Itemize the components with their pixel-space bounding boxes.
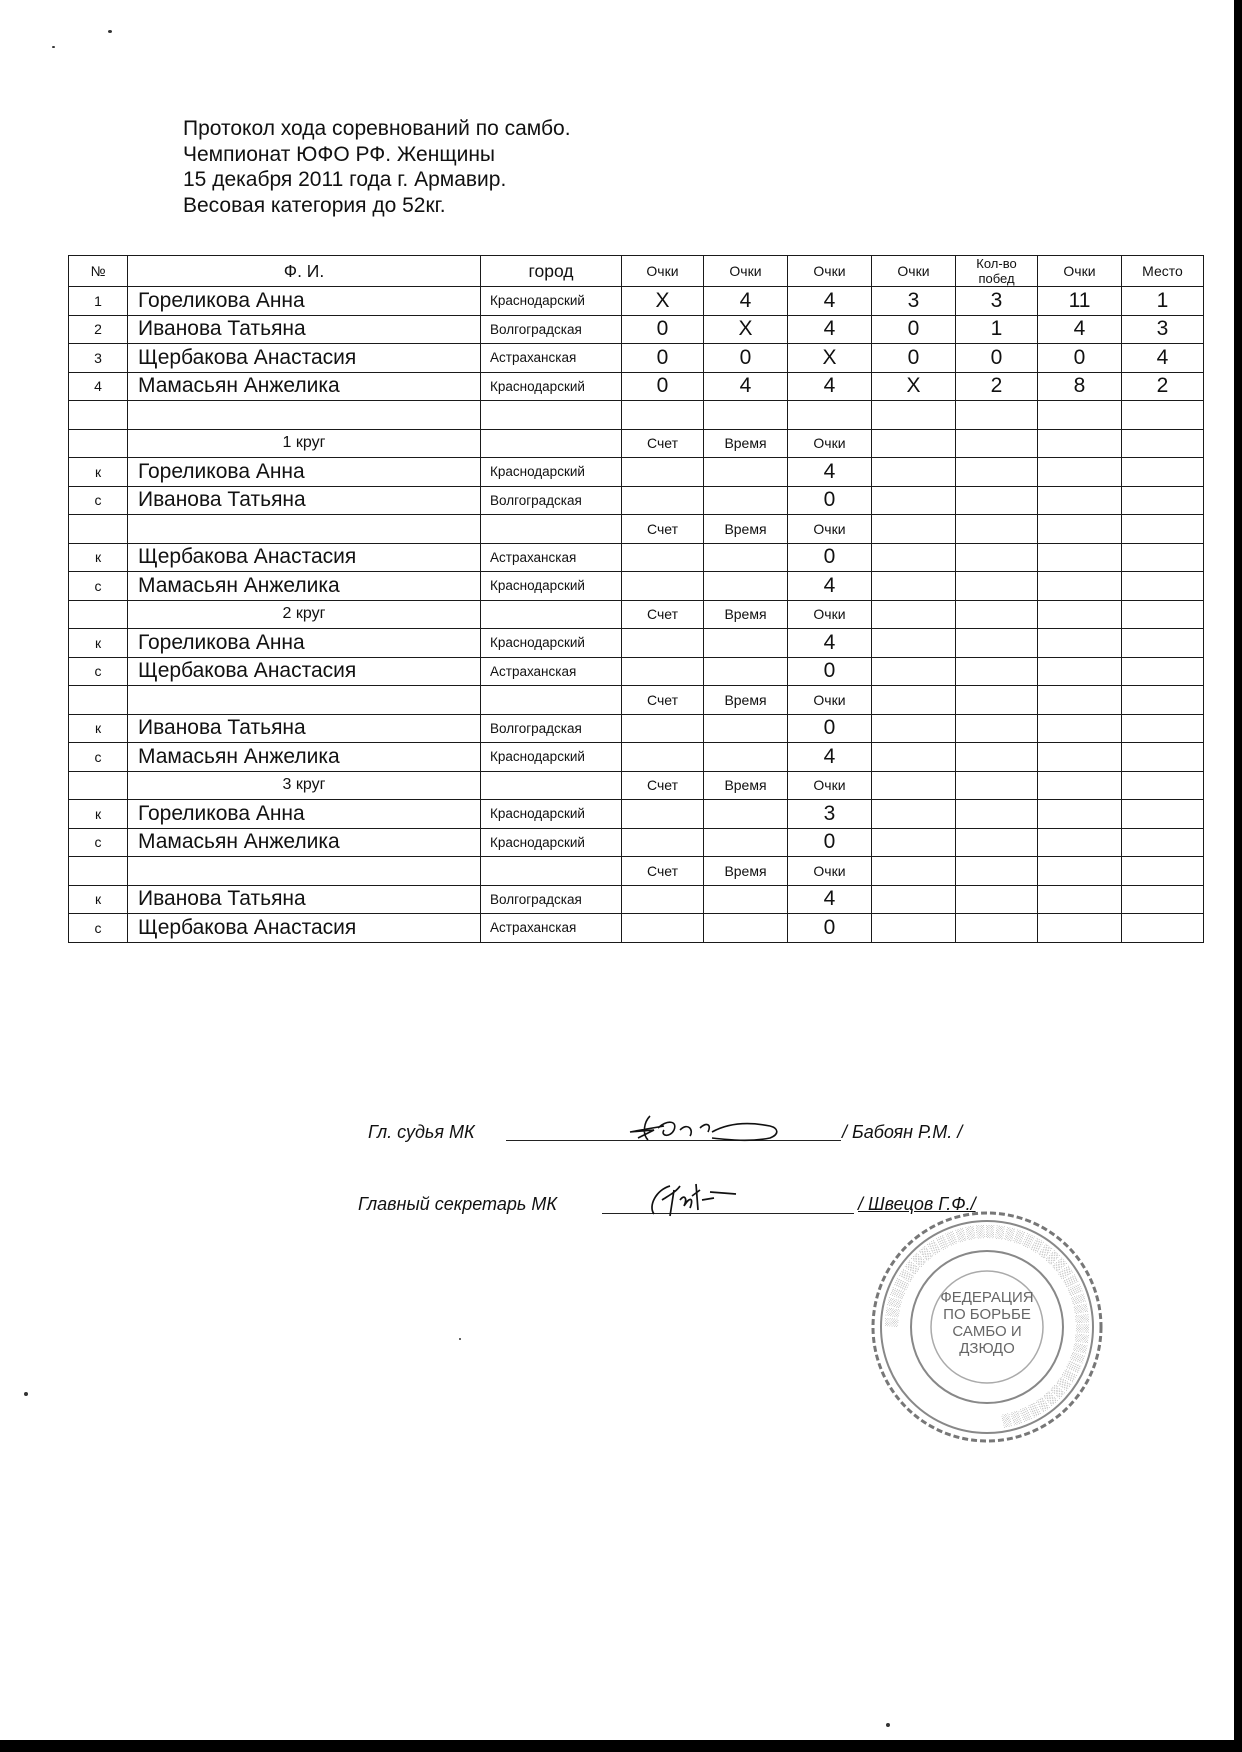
- header-weight-category: Весовая категория до 52кг.: [183, 193, 446, 217]
- judge-signature: [620, 1108, 790, 1150]
- athlete-name: Гореликова Анна: [128, 800, 481, 829]
- table-header-row: [69, 256, 1204, 287]
- empty-cell: [481, 686, 622, 715]
- round-label: 2 круг: [128, 600, 481, 629]
- empty-cell: [1122, 600, 1204, 629]
- points-cell: 0: [788, 657, 872, 686]
- empty-cell: [1122, 429, 1204, 458]
- points-cell: 4: [788, 629, 872, 658]
- column-header-wins-line1: Кол-во: [976, 256, 1017, 271]
- sub-header-points: Очки: [788, 771, 872, 800]
- empty-cell: [956, 771, 1038, 800]
- empty-cell: [128, 401, 481, 430]
- column-header-points: Очки: [788, 256, 872, 287]
- empty-cell: [69, 857, 128, 886]
- empty-cell: [1122, 857, 1204, 886]
- bout-row: [69, 914, 1204, 943]
- empty-cell: [872, 771, 956, 800]
- corner-side: к: [69, 458, 128, 487]
- empty-cell: [481, 857, 622, 886]
- athlete-name: Иванова Татьяна: [128, 714, 481, 743]
- score-cell: [622, 914, 704, 943]
- column-header-wins-label: [976, 256, 1016, 286]
- bout-row: [69, 572, 1204, 601]
- result-cell: 11: [1038, 287, 1122, 316]
- empty-cell: [1122, 686, 1204, 715]
- score-cell: [622, 885, 704, 914]
- athlete-name: Мамасьян Анжелика: [128, 743, 481, 772]
- result-cell: 0: [1038, 344, 1122, 373]
- empty-cell: [956, 429, 1038, 458]
- empty-cell: [956, 714, 1038, 743]
- corner-side: с: [69, 914, 128, 943]
- summary-row: [69, 344, 1204, 373]
- column-header-number: №: [69, 256, 128, 287]
- empty-cell: [1122, 828, 1204, 857]
- result-cell: 3: [872, 287, 956, 316]
- result-cell: X: [704, 315, 788, 344]
- time-cell: [704, 800, 788, 829]
- athlete-name: Щербакова Анастасия: [128, 914, 481, 943]
- result-cell: 4: [1038, 315, 1122, 344]
- empty-cell: [872, 714, 956, 743]
- bout-row: [69, 543, 1204, 572]
- result-cell: 0: [622, 372, 704, 401]
- score-cell: [622, 572, 704, 601]
- sub-header-score: Счет: [622, 515, 704, 544]
- empty-cell: [1038, 657, 1122, 686]
- empty-cell: [1122, 714, 1204, 743]
- stamp-text-line: ПО БОРЬБЕ: [943, 1306, 1031, 1323]
- corner-side: с: [69, 743, 128, 772]
- empty-cell: [872, 828, 956, 857]
- empty-cell: [1038, 828, 1122, 857]
- sub-header-score: Счет: [622, 600, 704, 629]
- result-cell: 4: [788, 287, 872, 316]
- empty-cell: [956, 686, 1038, 715]
- empty-cell: [1038, 857, 1122, 886]
- empty-cell: [956, 458, 1038, 487]
- athlete-name: Щербакова Анастасия: [128, 344, 481, 373]
- athlete-city: Астраханская: [481, 344, 622, 373]
- judge-label: Гл. судья МК: [368, 1122, 475, 1142]
- empty-cell: [481, 429, 622, 458]
- empty-cell: [1122, 543, 1204, 572]
- empty-row: [69, 401, 1204, 430]
- scan-speck: [886, 1723, 890, 1727]
- sub-header-time: Время: [704, 429, 788, 458]
- athlete-city: Краснодарский: [481, 743, 622, 772]
- score-cell: [622, 543, 704, 572]
- empty-cell: [1038, 629, 1122, 658]
- empty-cell: [956, 885, 1038, 914]
- athlete-city: Краснодарский: [481, 800, 622, 829]
- empty-cell: [69, 771, 128, 800]
- header-date-place: 15 декабря 2011 года г. Армавир.: [183, 168, 507, 191]
- result-cell: 2: [956, 372, 1038, 401]
- sub-header-score: Счет: [622, 857, 704, 886]
- column-header-place: Место: [1122, 256, 1204, 287]
- scan-speck: [459, 1338, 461, 1340]
- empty-cell: [1122, 572, 1204, 601]
- bout-row: [69, 828, 1204, 857]
- bout-header-row: [69, 600, 1204, 629]
- round-label: 3 круг: [128, 771, 481, 800]
- result-cell: 8: [1038, 372, 1122, 401]
- athlete-name: Иванова Татьяна: [128, 315, 481, 344]
- empty-cell: [956, 800, 1038, 829]
- empty-cell: [956, 572, 1038, 601]
- empty-cell: [1122, 914, 1204, 943]
- empty-cell: [872, 600, 956, 629]
- result-cell: 0: [704, 344, 788, 373]
- result-cell: 3: [1122, 315, 1204, 344]
- empty-cell: [956, 543, 1038, 572]
- corner-side: к: [69, 714, 128, 743]
- sub-header-points: Очки: [788, 857, 872, 886]
- empty-cell: [69, 401, 128, 430]
- time-cell: [704, 486, 788, 515]
- empty-cell: [1038, 486, 1122, 515]
- column-header-points: Очки: [1038, 256, 1122, 287]
- empty-cell: [872, 857, 956, 886]
- bout-header-row: [69, 429, 1204, 458]
- empty-cell: [956, 401, 1038, 430]
- empty-cell: [872, 458, 956, 487]
- column-header-wins: [956, 256, 1038, 287]
- athlete-city: Краснодарский: [481, 828, 622, 857]
- empty-cell: [1038, 743, 1122, 772]
- sub-header-time: Время: [704, 771, 788, 800]
- empty-cell: [481, 600, 622, 629]
- empty-cell: [872, 429, 956, 458]
- athlete-city: Краснодарский: [481, 629, 622, 658]
- bout-header-row: [69, 686, 1204, 715]
- empty-cell: [872, 543, 956, 572]
- result-cell: 4: [788, 315, 872, 344]
- empty-cell: [1122, 629, 1204, 658]
- empty-cell: [1122, 401, 1204, 430]
- bout-row: [69, 657, 1204, 686]
- empty-cell: [872, 743, 956, 772]
- result-cell: 4: [1122, 344, 1204, 373]
- points-cell: 0: [788, 486, 872, 515]
- athlete-number: 3: [69, 344, 128, 373]
- empty-cell: [1038, 771, 1122, 800]
- empty-cell: [956, 486, 1038, 515]
- score-cell: [622, 629, 704, 658]
- time-cell: [704, 572, 788, 601]
- result-cell: 4: [704, 372, 788, 401]
- secretary-signature: [640, 1176, 750, 1222]
- svg-text:░░░░░░░░░░░░░░░░░░░░░░░░░░░░░░: ░░░░░░░░░░░░░░░░░░░░░░░░░░░░░░░░░░░░░░░░░░░░: [883, 1223, 1091, 1429]
- header-championship: Чемпионат ЮФО РФ. Женщины: [183, 142, 496, 166]
- athlete-city: Волгоградская: [481, 714, 622, 743]
- sub-header-time: Время: [704, 515, 788, 544]
- empty-cell: [956, 600, 1038, 629]
- athlete-name: Мамасьян Анжелика: [128, 572, 481, 601]
- sub-header-time: Время: [704, 857, 788, 886]
- empty-cell: [1038, 914, 1122, 943]
- athlete-number: 4: [69, 372, 128, 401]
- time-cell: [704, 914, 788, 943]
- sub-header-time: Время: [704, 600, 788, 629]
- federation-stamp: [868, 1208, 1106, 1446]
- points-cell: 3: [788, 800, 872, 829]
- score-cell: [622, 800, 704, 829]
- athlete-city: Волгоградская: [481, 885, 622, 914]
- points-cell: 4: [788, 743, 872, 772]
- round-label: 1 круг: [128, 429, 481, 458]
- empty-cell: [956, 914, 1038, 943]
- empty-cell: [1122, 743, 1204, 772]
- empty-cell: [69, 600, 128, 629]
- result-cell: X: [788, 344, 872, 373]
- empty-cell: [1038, 429, 1122, 458]
- result-cell: 2: [1122, 372, 1204, 401]
- result-cell: 0: [622, 344, 704, 373]
- empty-cell: [128, 686, 481, 715]
- judge-name: / Бабоян Р.М. /: [842, 1122, 963, 1142]
- empty-cell: [956, 657, 1038, 686]
- empty-cell: [872, 885, 956, 914]
- empty-cell: [872, 657, 956, 686]
- athlete-city: Волгоградская: [481, 315, 622, 344]
- athlete-city: Краснодарский: [481, 287, 622, 316]
- empty-cell: [872, 800, 956, 829]
- sub-header-points: Очки: [788, 429, 872, 458]
- empty-cell: [872, 629, 956, 658]
- empty-cell: [872, 486, 956, 515]
- athlete-city: Астраханская: [481, 914, 622, 943]
- points-cell: 4: [788, 458, 872, 487]
- empty-cell: [704, 401, 788, 430]
- stamp-text-line: САМБО И: [952, 1323, 1022, 1340]
- sub-header-score: Счет: [622, 686, 704, 715]
- empty-cell: [1122, 458, 1204, 487]
- empty-cell: [1122, 486, 1204, 515]
- empty-cell: [69, 515, 128, 544]
- points-cell: 0: [788, 714, 872, 743]
- athlete-name: Иванова Татьяна: [128, 885, 481, 914]
- time-cell: [704, 458, 788, 487]
- result-cell: X: [872, 372, 956, 401]
- empty-cell: [1038, 572, 1122, 601]
- bout-row: [69, 486, 1204, 515]
- athlete-name: Мамасьян Анжелика: [128, 372, 481, 401]
- scan-speck: [24, 1392, 28, 1396]
- bout-header-row: [69, 771, 1204, 800]
- time-cell: [704, 657, 788, 686]
- athlete-name: Мамасьян Анжелика: [128, 828, 481, 857]
- time-cell: [704, 714, 788, 743]
- corner-side: с: [69, 657, 128, 686]
- sub-header-points: Очки: [788, 515, 872, 544]
- athlete-name: Иванова Татьяна: [128, 486, 481, 515]
- empty-cell: [1122, 800, 1204, 829]
- corner-side: к: [69, 800, 128, 829]
- result-cell: X: [622, 287, 704, 316]
- column-header-city: город: [481, 256, 622, 287]
- empty-cell: [956, 828, 1038, 857]
- empty-cell: [1038, 686, 1122, 715]
- result-cell: 0: [956, 344, 1038, 373]
- empty-cell: [481, 771, 622, 800]
- summary-row: [69, 287, 1204, 316]
- sub-header-score: Счет: [622, 771, 704, 800]
- athlete-city: Краснодарский: [481, 458, 622, 487]
- empty-cell: [481, 401, 622, 430]
- corner-side: к: [69, 629, 128, 658]
- empty-cell: [1038, 458, 1122, 487]
- bout-row: [69, 800, 1204, 829]
- empty-cell: [1038, 543, 1122, 572]
- empty-cell: [1122, 515, 1204, 544]
- empty-cell: [956, 629, 1038, 658]
- score-cell: [622, 828, 704, 857]
- empty-cell: [872, 572, 956, 601]
- empty-cell: [788, 401, 872, 430]
- empty-cell: [622, 401, 704, 430]
- column-header-wins-line2: побед: [978, 271, 1015, 286]
- empty-cell: [1122, 771, 1204, 800]
- bout-header-row: [69, 857, 1204, 886]
- athlete-number: 2: [69, 315, 128, 344]
- sub-header-time: Время: [704, 686, 788, 715]
- athlete-city: Астраханская: [481, 543, 622, 572]
- result-cell: 4: [788, 372, 872, 401]
- scan-speck: [108, 30, 112, 33]
- empty-cell: [1038, 600, 1122, 629]
- time-cell: [704, 743, 788, 772]
- column-header-name: Ф. И.: [128, 256, 481, 287]
- time-cell: [704, 629, 788, 658]
- bout-row: [69, 458, 1204, 487]
- result-cell: 0: [622, 315, 704, 344]
- empty-cell: [1038, 800, 1122, 829]
- result-cell: 0: [872, 344, 956, 373]
- athlete-city: Астраханская: [481, 657, 622, 686]
- athlete-city: Краснодарский: [481, 572, 622, 601]
- result-cell: 1: [956, 315, 1038, 344]
- empty-cell: [872, 515, 956, 544]
- bout-row: [69, 714, 1204, 743]
- sub-header-points: Очки: [788, 600, 872, 629]
- column-header-points: Очки: [704, 256, 788, 287]
- protocol-table-body: [69, 256, 1204, 943]
- empty-cell: [481, 515, 622, 544]
- empty-cell: [1038, 515, 1122, 544]
- points-cell: 4: [788, 572, 872, 601]
- score-cell: [622, 657, 704, 686]
- bout-row: [69, 629, 1204, 658]
- athlete-name: Гореликова Анна: [128, 629, 481, 658]
- athlete-name: Гореликова Анна: [128, 287, 481, 316]
- empty-cell: [1038, 885, 1122, 914]
- score-cell: [622, 714, 704, 743]
- sub-header-points: Очки: [788, 686, 872, 715]
- document-header: [183, 116, 571, 218]
- empty-cell: [1122, 657, 1204, 686]
- sub-header-score: Счет: [622, 429, 704, 458]
- summary-row: [69, 315, 1204, 344]
- result-cell: 1: [1122, 287, 1204, 316]
- header-title: Протокол хода соревнований по самбо.: [183, 117, 571, 140]
- time-cell: [704, 543, 788, 572]
- empty-cell: [1038, 714, 1122, 743]
- empty-cell: [1122, 885, 1204, 914]
- empty-cell: [956, 515, 1038, 544]
- points-cell: 4: [788, 885, 872, 914]
- athlete-name: Щербакова Анастасия: [128, 657, 481, 686]
- time-cell: [704, 885, 788, 914]
- protocol-table: [68, 255, 1204, 943]
- stamp-center-text: [940, 1289, 1033, 1357]
- column-header-points: Очки: [622, 256, 704, 287]
- bout-row: [69, 885, 1204, 914]
- empty-cell: [128, 515, 481, 544]
- corner-side: к: [69, 885, 128, 914]
- score-cell: [622, 743, 704, 772]
- bout-row: [69, 743, 1204, 772]
- empty-cell: [872, 686, 956, 715]
- athlete-city: Краснодарский: [481, 372, 622, 401]
- time-cell: [704, 828, 788, 857]
- athlete-city: Волгоградская: [481, 486, 622, 515]
- corner-side: с: [69, 828, 128, 857]
- empty-cell: [872, 401, 956, 430]
- scan-speck: [52, 46, 55, 48]
- corner-side: к: [69, 543, 128, 572]
- empty-cell: [69, 686, 128, 715]
- points-cell: 0: [788, 543, 872, 572]
- athlete-name: Щербакова Анастасия: [128, 543, 481, 572]
- result-cell: 4: [704, 287, 788, 316]
- column-header-points: Очки: [872, 256, 956, 287]
- stamp-text-line: ФЕДЕРАЦИЯ: [940, 1289, 1034, 1306]
- empty-cell: [1038, 401, 1122, 430]
- score-cell: [622, 486, 704, 515]
- result-cell: 3: [956, 287, 1038, 316]
- athlete-name: Гореликова Анна: [128, 458, 481, 487]
- stamp-text-line: ДЗЮДО: [959, 1340, 1015, 1357]
- empty-cell: [956, 743, 1038, 772]
- summary-row: [69, 372, 1204, 401]
- points-cell: 0: [788, 828, 872, 857]
- bout-header-row: [69, 515, 1204, 544]
- corner-side: с: [69, 572, 128, 601]
- secretary-name: / Швецов Г.Ф./: [858, 1194, 976, 1214]
- score-cell: [622, 458, 704, 487]
- empty-cell: [69, 429, 128, 458]
- empty-cell: [956, 857, 1038, 886]
- points-cell: 0: [788, 914, 872, 943]
- empty-cell: [872, 914, 956, 943]
- secretary-label: Главный секретарь МК: [358, 1194, 557, 1214]
- empty-cell: [128, 857, 481, 886]
- result-cell: 0: [872, 315, 956, 344]
- corner-side: с: [69, 486, 128, 515]
- athlete-number: 1: [69, 287, 128, 316]
